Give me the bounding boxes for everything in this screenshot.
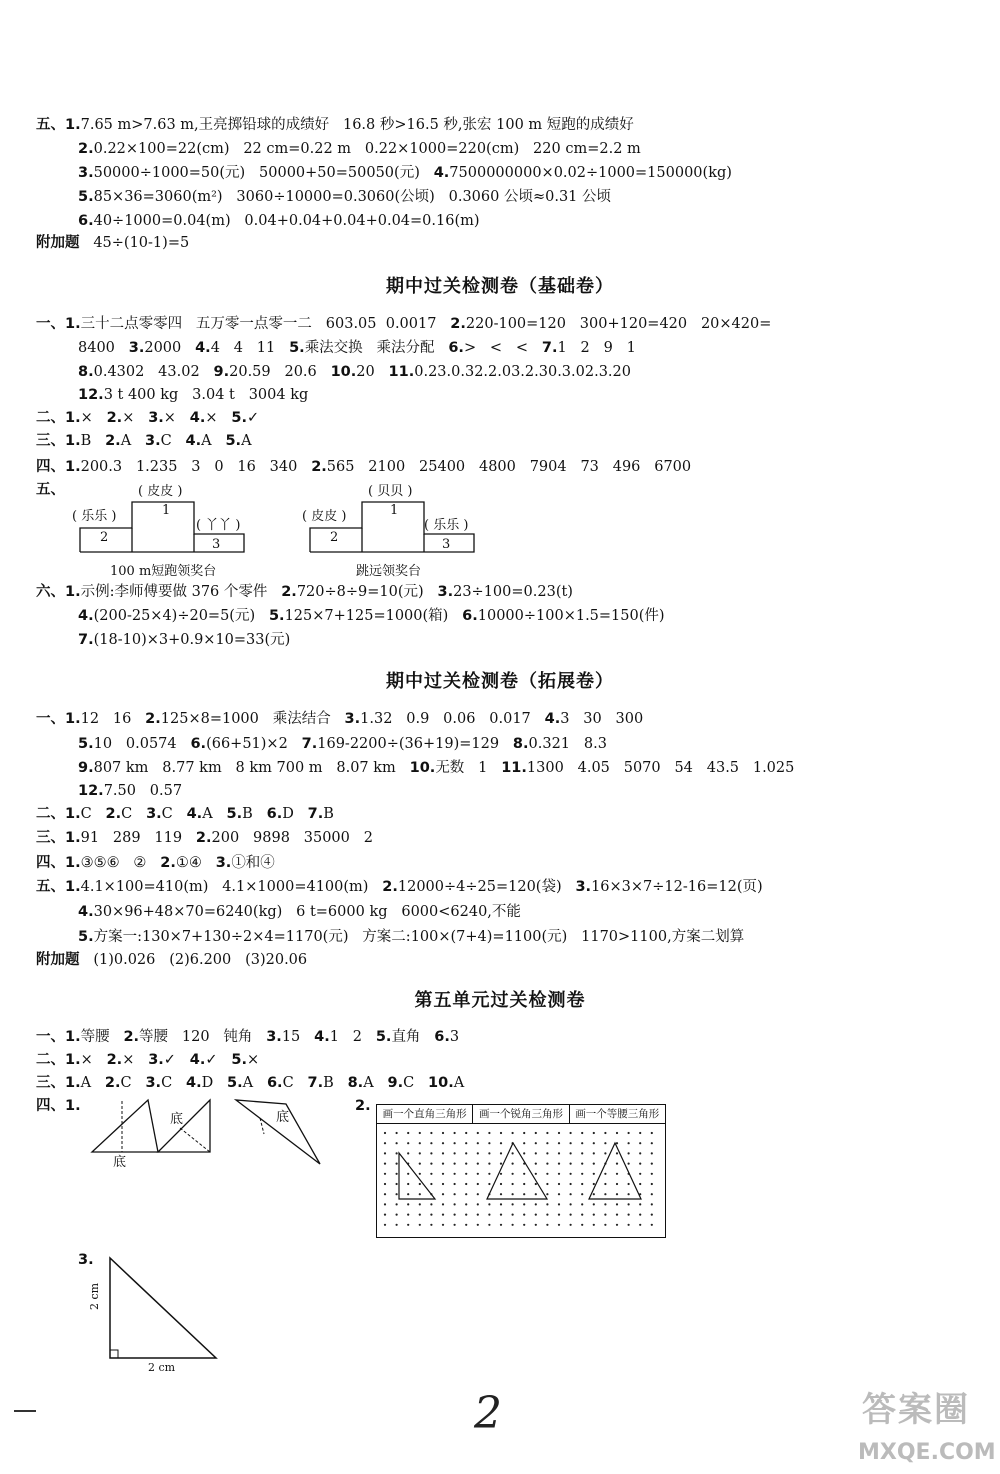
- grid-dot: [558, 1163, 560, 1165]
- grid-dot: [500, 1214, 502, 1216]
- grid-dot: [570, 1183, 572, 1185]
- grid-dot: [546, 1193, 548, 1195]
- grid-dot: [442, 1132, 444, 1134]
- grid-dot: [581, 1224, 583, 1226]
- grid-dot: [396, 1193, 398, 1195]
- grid-dot: [628, 1214, 630, 1216]
- grid-dot: [581, 1214, 583, 1216]
- grid-dot: [593, 1173, 595, 1175]
- grid-dot: [454, 1173, 456, 1175]
- grid-dot: [442, 1142, 444, 1144]
- grid-dot: [384, 1163, 386, 1165]
- grid-dot: [651, 1224, 653, 1226]
- s1-line-11: 7.(18-10)×3+0.9×10=33(元): [78, 632, 291, 648]
- grid-dot: [558, 1132, 560, 1134]
- grid-dot: [616, 1224, 618, 1226]
- s2-line-6: 三、1.91 289 119 2.200 9898 35000 2: [36, 830, 373, 846]
- s3-line-1: 一、1.等腰 2.等腰 120 钝角 3.15 4.1 2 5.直角 6.3: [36, 1029, 460, 1045]
- grid-dot: [546, 1214, 548, 1216]
- grid-dot: [628, 1152, 630, 1154]
- grid-dot: [430, 1214, 432, 1216]
- grid-dot: [604, 1214, 606, 1216]
- s1-line-2: 8400 3.2000 4.4 4 11 5.乘法交换 乘法分配 6.> < < 7.1 2 9 1: [78, 340, 636, 356]
- s2-line-1: 一、1.12 16 2.125×8=1000 乘法结合 3.1.32 0.9 0.06 0.017 4.3 30 300: [36, 711, 644, 727]
- s2-line-8: 五、1.4.1×100=410(m) 4.1×1000=4100(m) 2.12000÷4÷25=120(袋) 3.16×3×7÷12-16=12(页): [36, 879, 763, 895]
- grid-dot: [384, 1203, 386, 1205]
- header-right-triangle: 画一个直角三角形: [377, 1105, 473, 1123]
- grid-dot: [500, 1183, 502, 1185]
- s0-line-4: 5.85×36=3060(m²) 3060÷10000=0.3060(公顷) 0.3060 公顷≈0.31 公顷: [78, 189, 612, 205]
- grid-dot: [616, 1203, 618, 1205]
- s1-line-8: 五、: [36, 482, 65, 498]
- grid-dot: [384, 1152, 386, 1154]
- watermark-logo: 答案圈: [862, 1390, 970, 1430]
- grid-dot: [558, 1193, 560, 1195]
- grid-dot: [639, 1214, 641, 1216]
- grid-dot: [651, 1193, 653, 1195]
- grid-dot: [430, 1224, 432, 1226]
- grid-dot: [477, 1173, 479, 1175]
- grid-dot: [593, 1224, 595, 1226]
- grid-dot: [488, 1224, 490, 1226]
- grid-dot: [616, 1183, 618, 1185]
- grid-dot: [639, 1132, 641, 1134]
- grid-dot: [535, 1214, 537, 1216]
- grid-dot: [384, 1193, 386, 1195]
- grid-dot: [500, 1173, 502, 1175]
- grid-dot: [396, 1203, 398, 1205]
- page-number-handwritten: 2: [474, 1388, 502, 1439]
- s0-line-3: 3.50000÷1000=50(元) 50000+50=50050(元) 4.7500000000×0.02÷1000=150000(kg): [78, 165, 732, 181]
- dot-grid-box: [376, 1104, 666, 1238]
- grid-dot: [512, 1224, 514, 1226]
- grid-dot: [581, 1183, 583, 1185]
- section-title-midterm-extended: 期中过关检测卷（拓展卷）: [386, 671, 614, 692]
- s1-line-9: 六、1.示例:李师傅要做 376 个零件 2.720÷8÷9=10(元) 3.23÷100=0.23(t): [36, 584, 573, 600]
- grid-dot: [384, 1224, 386, 1226]
- grid-dot: [465, 1224, 467, 1226]
- grid-dot: [500, 1193, 502, 1195]
- grid-dot: [651, 1152, 653, 1154]
- grid-dot: [523, 1214, 525, 1216]
- grid-dot: [535, 1224, 537, 1226]
- podium-1-second: 2: [100, 530, 109, 545]
- grid-dot: [465, 1183, 467, 1185]
- grid-dot: [419, 1142, 421, 1144]
- grid-dot: [442, 1163, 444, 1165]
- grid-dot: [442, 1173, 444, 1175]
- grid-dot: [396, 1142, 398, 1144]
- grid-dot: [651, 1203, 653, 1205]
- grid-dot: [430, 1142, 432, 1144]
- grid-dot: [512, 1132, 514, 1134]
- grid-dot: [593, 1142, 595, 1144]
- grid-dot: [477, 1163, 479, 1165]
- grid-dot: [384, 1173, 386, 1175]
- grid-dot: [628, 1224, 630, 1226]
- grid-dot: [477, 1152, 479, 1154]
- s0-line-5: 6.40÷1000=0.04(m) 0.04+0.04+0.04+0.04=0.16(m): [78, 213, 480, 229]
- grid-dot: [558, 1203, 560, 1205]
- grid-dot: [454, 1224, 456, 1226]
- grid-dot: [465, 1132, 467, 1134]
- grid-dot: [512, 1183, 514, 1185]
- grid-dot: [384, 1214, 386, 1216]
- grid-dot: [512, 1203, 514, 1205]
- s2-line-5: 二、1.C 2.C 3.C 4.A 5.B 6.D 7.B: [36, 806, 334, 822]
- grid-dot: [535, 1163, 537, 1165]
- grid-dot: [628, 1132, 630, 1134]
- grid-dot: [454, 1142, 456, 1144]
- grid-dot: [500, 1142, 502, 1144]
- podium-2-right: ( 乐乐 ): [424, 518, 469, 533]
- q3-number: 3.: [78, 1252, 94, 1268]
- grid-dot: [488, 1152, 490, 1154]
- grid-dot: [570, 1193, 572, 1195]
- grid-dot: [396, 1173, 398, 1175]
- grid-dot: [651, 1173, 653, 1175]
- grid-dot: [442, 1224, 444, 1226]
- grid-dot: [512, 1152, 514, 1154]
- grid-dot: [477, 1224, 479, 1226]
- grid-dot: [396, 1163, 398, 1165]
- grid-dot: [593, 1183, 595, 1185]
- grid-dot: [454, 1163, 456, 1165]
- grid-dot: [535, 1132, 537, 1134]
- grid-dot: [523, 1173, 525, 1175]
- grid-dot: [465, 1152, 467, 1154]
- grid-dot: [396, 1132, 398, 1134]
- grid-dot: [407, 1142, 409, 1144]
- s1-line-5: 二、1.× 2.× 3.× 4.× 5.✓: [36, 410, 260, 426]
- grid-dot: [396, 1183, 398, 1185]
- grid-dot: [651, 1132, 653, 1134]
- grid-dot: [500, 1152, 502, 1154]
- grid-dot: [500, 1224, 502, 1226]
- grid-dot: [546, 1183, 548, 1185]
- grid-dot: [535, 1183, 537, 1185]
- grid-dot: [488, 1142, 490, 1144]
- grid-dot: [639, 1142, 641, 1144]
- grid-dot: [581, 1142, 583, 1144]
- s0-line-2: 2.0.22×100=22(cm) 22 cm=0.22 m 0.22×1000=220(cm) 220 cm=2.2 m: [78, 141, 641, 157]
- s2-line-2: 5.10 0.0574 6.(66+51)×2 7.169-2200÷(36+19)=129 8.0.321 8.3: [78, 736, 607, 752]
- grid-dot: [581, 1203, 583, 1205]
- grid-dot: [465, 1142, 467, 1144]
- grid-dot: [546, 1142, 548, 1144]
- grid-dot: [639, 1183, 641, 1185]
- grid-dot: [570, 1132, 572, 1134]
- podium-1-left: ( 乐乐 ): [72, 509, 117, 524]
- grid-dot: [581, 1152, 583, 1154]
- grid-dot: [488, 1163, 490, 1165]
- podium-1-first: 1: [162, 503, 171, 518]
- grid-dot: [604, 1203, 606, 1205]
- grid-dot: [558, 1152, 560, 1154]
- grid-dot: [639, 1224, 641, 1226]
- grid-dot: [465, 1163, 467, 1165]
- grid-dot: [604, 1152, 606, 1154]
- s3-line-3: 三、1.A 2.C 3.C 4.D 5.A 6.C 7.B 8.A 9.C 10.A: [36, 1075, 465, 1091]
- grid-dot: [419, 1183, 421, 1185]
- grid-dot: [477, 1203, 479, 1205]
- grid-dot: [384, 1142, 386, 1144]
- base-label-1: 底: [113, 1155, 127, 1170]
- grid-dot: [628, 1193, 630, 1195]
- grid-dot: [396, 1152, 398, 1154]
- right-triangle-q3: [100, 1248, 230, 1364]
- grid-dot: [442, 1193, 444, 1195]
- grid-dot: [477, 1142, 479, 1144]
- s2-line-9: 4.30×96+48×70=6240(kg) 6 t=6000 kg 6000<6240,不能: [78, 904, 521, 920]
- footer-dash: [14, 1410, 36, 1412]
- grid-dot: [651, 1214, 653, 1216]
- grid-dot: [442, 1183, 444, 1185]
- grid-dot: [628, 1163, 630, 1165]
- podium-2-first: 1: [390, 503, 399, 518]
- grid-dot: [430, 1203, 432, 1205]
- grid-dot: [651, 1163, 653, 1165]
- s2-line-4: 12.7.50 0.57: [78, 783, 183, 799]
- grid-dot: [523, 1183, 525, 1185]
- grid-dot: [581, 1132, 583, 1134]
- grid-dot: [616, 1193, 618, 1195]
- grid-dot: [407, 1152, 409, 1154]
- grid-dot: [546, 1224, 548, 1226]
- grid-dot: [581, 1193, 583, 1195]
- s1-line-3: 8.0.4302 43.02 9.20.59 20.6 10.20 11.0.23.0.32.2.03.2.30.3.02.3.20: [78, 364, 631, 380]
- grid-dot: [616, 1173, 618, 1175]
- grid-dot: [512, 1193, 514, 1195]
- dot-grid: [377, 1127, 665, 1235]
- grid-dot: [593, 1203, 595, 1205]
- podium-2-left: ( 皮皮 ): [302, 509, 347, 524]
- podium-1-right: ( 丫丫 ): [196, 518, 241, 533]
- podium-2-top: ( 贝贝 ): [368, 484, 413, 499]
- grid-dot: [477, 1193, 479, 1195]
- grid-dot: [419, 1173, 421, 1175]
- grid-dot: [430, 1173, 432, 1175]
- grid-dot: [581, 1163, 583, 1165]
- header-acute-triangle: 画一个锐角三角形: [473, 1105, 569, 1123]
- grid-dot: [546, 1203, 548, 1205]
- q2-number: 2.: [355, 1098, 371, 1114]
- grid-dot: [430, 1183, 432, 1185]
- grid-dot: [535, 1173, 537, 1175]
- s0-line-1: 五、1.7.65 m>7.63 m,王亮掷铅球的成绩好 16.8 秒>16.5 秒,张宏 100 m 短跑的成绩好: [36, 117, 634, 133]
- grid-dot: [442, 1214, 444, 1216]
- grid-dot: [430, 1152, 432, 1154]
- watermark-url: MXQE.COM: [858, 1440, 996, 1465]
- grid-dot: [477, 1132, 479, 1134]
- grid-dot: [523, 1132, 525, 1134]
- s1-line-6: 三、1.B 2.A 3.C 4.A 5.A: [36, 433, 252, 449]
- s2-line-3: 9.807 km 8.77 km 8 km 700 m 8.07 km 10.无数 1 11.1300 4.05 5070 54 43.5 1.025: [78, 760, 795, 776]
- grid-dot: [407, 1183, 409, 1185]
- grid-dot: [465, 1203, 467, 1205]
- grid-dot: [454, 1214, 456, 1216]
- grid-dot: [581, 1173, 583, 1175]
- grid-dot: [593, 1152, 595, 1154]
- grid-dot: [430, 1132, 432, 1134]
- grid-dot: [419, 1163, 421, 1165]
- grid-dot: [604, 1142, 606, 1144]
- grid-dot: [651, 1142, 653, 1144]
- s1-line-7: 四、1.200.3 1.235 3 0 16 340 2.565 2100 25400 4800 7904 73 496 6700: [36, 459, 692, 475]
- grid-dot: [616, 1132, 618, 1134]
- grid-dot: [523, 1152, 525, 1154]
- grid-dot: [407, 1214, 409, 1216]
- grid-dot: [512, 1163, 514, 1165]
- grid-dot: [639, 1152, 641, 1154]
- grid-dot: [570, 1214, 572, 1216]
- grid-dot: [488, 1214, 490, 1216]
- grid-dot: [488, 1132, 490, 1134]
- section-title-unit-five: 第五单元过关检测卷: [414, 990, 586, 1011]
- s2-line-11: 附加题 (1)0.026 (2)6.200 (3)20.06: [36, 952, 308, 968]
- section-title-midterm-basic: 期中过关检测卷（基础卷）: [386, 276, 614, 297]
- grid-dot: [628, 1203, 630, 1205]
- grid-dot: [639, 1173, 641, 1175]
- grid-dot: [465, 1214, 467, 1216]
- grid-dot: [454, 1193, 456, 1195]
- grid-dot: [419, 1152, 421, 1154]
- grid-dot: [616, 1214, 618, 1216]
- grid-dot: [419, 1224, 421, 1226]
- grid-dot: [407, 1173, 409, 1175]
- grid-dot: [512, 1214, 514, 1216]
- s3-line-2: 二、1.× 2.× 3.✓ 4.✓ 5.×: [36, 1052, 260, 1068]
- grid-dot: [454, 1152, 456, 1154]
- grid-dot: [407, 1224, 409, 1226]
- s1-line-1: 一、1.三十二点零零四 五万零一点零一二 603.05 0.0017 2.220-100=120 300+120=420 20×420=: [36, 316, 772, 332]
- grid-dot: [407, 1193, 409, 1195]
- grid-dot: [454, 1203, 456, 1205]
- grid-dot: [442, 1203, 444, 1205]
- podium-1-third: 3: [212, 537, 221, 552]
- grid-dot: [651, 1183, 653, 1185]
- grid-dot: [454, 1132, 456, 1134]
- grid-dot: [407, 1132, 409, 1134]
- s0-line-6: 附加题 45÷(10-1)=5: [36, 235, 190, 251]
- grid-dot: [546, 1163, 548, 1165]
- grid-dot: [604, 1193, 606, 1195]
- s2-line-7: 四、1.③⑤⑥ ② 2.①④ 3.①和④: [36, 855, 275, 871]
- grid-dot: [488, 1173, 490, 1175]
- grid-dot: [616, 1163, 618, 1165]
- grid-dot: [604, 1224, 606, 1226]
- grid-dot: [593, 1132, 595, 1134]
- grid-dot: [419, 1214, 421, 1216]
- q3-bottom-label: 2 cm: [148, 1361, 176, 1374]
- grid-dot: [535, 1152, 537, 1154]
- grid-dot: [384, 1183, 386, 1185]
- grid-dot: [570, 1152, 572, 1154]
- grid-dot: [546, 1173, 548, 1175]
- grid-dot: [454, 1183, 456, 1185]
- grid-dot: [523, 1193, 525, 1195]
- dot-grid-header: [377, 1105, 665, 1124]
- grid-dot: [442, 1152, 444, 1154]
- grid-dot: [570, 1163, 572, 1165]
- s3-line-4: 四、1.: [36, 1098, 81, 1114]
- grid-dot: [477, 1183, 479, 1185]
- grid-dot: [604, 1132, 606, 1134]
- grid-dot: [465, 1173, 467, 1175]
- grid-dot: [570, 1142, 572, 1144]
- grid-dot: [535, 1203, 537, 1205]
- grid-dot: [430, 1163, 432, 1165]
- grid-dot: [523, 1142, 525, 1144]
- podium-2-second: 2: [330, 530, 339, 545]
- grid-dot: [488, 1203, 490, 1205]
- grid-dot: [604, 1183, 606, 1185]
- header-isosceles-triangle: 画一个等腰三角形: [575, 1108, 660, 1120]
- grid-dot: [639, 1203, 641, 1205]
- grid-dot: [535, 1193, 537, 1195]
- grid-dot: [535, 1142, 537, 1144]
- grid-dot: [546, 1152, 548, 1154]
- s1-line-10: 4.(200-25×4)÷20=5(元) 5.125×7+125=1000(箱) 6.10000÷100×1.5=150(件): [78, 608, 665, 624]
- grid-dot: [570, 1224, 572, 1226]
- grid-dot: [477, 1214, 479, 1216]
- grid-dot: [628, 1183, 630, 1185]
- grid-dot: [500, 1203, 502, 1205]
- grid-dot: [558, 1214, 560, 1216]
- grid-dot: [616, 1152, 618, 1154]
- s1-line-4: 12.3 t 400 kg 3.04 t 3004 kg: [78, 387, 309, 403]
- grid-dot: [604, 1173, 606, 1175]
- grid-dot: [558, 1224, 560, 1226]
- grid-dot: [419, 1193, 421, 1195]
- grid-dot: [488, 1183, 490, 1185]
- grid-dot: [419, 1132, 421, 1134]
- grid-dot: [546, 1132, 548, 1134]
- grid-dot: [593, 1214, 595, 1216]
- s2-line-10: 5.方案一:130×7+130÷2×4=1170(元) 方案二:100×(7+4)=1100(元) 1170>1100,方案二划算: [78, 929, 745, 945]
- grid-dot: [570, 1173, 572, 1175]
- grid-dot: [616, 1142, 618, 1144]
- grid-dot: [639, 1163, 641, 1165]
- grid-dot: [558, 1183, 560, 1185]
- grid-dot: [407, 1203, 409, 1205]
- grid-dot: [593, 1163, 595, 1165]
- grid-dot: [523, 1203, 525, 1205]
- q3-side-label: 2 cm: [88, 1282, 101, 1310]
- grid-dot: [396, 1214, 398, 1216]
- podium-2-third: 3: [442, 537, 451, 552]
- grid-dot: [384, 1132, 386, 1134]
- grid-dot: [570, 1203, 572, 1205]
- grid-dot: [500, 1132, 502, 1134]
- grid-dot: [628, 1142, 630, 1144]
- podium-1-caption: 100 m短跑领奖台: [110, 564, 217, 579]
- grid-dot: [465, 1193, 467, 1195]
- grid-dot: [523, 1224, 525, 1226]
- podium-2-caption: 跳远领奖台: [356, 564, 422, 579]
- grid-dot: [558, 1173, 560, 1175]
- grid-dot: [500, 1163, 502, 1165]
- grid-dot: [512, 1173, 514, 1175]
- grid-dot: [593, 1193, 595, 1195]
- grid-dot: [419, 1203, 421, 1205]
- base-label-3: 底: [276, 1110, 290, 1125]
- podium-1-top: ( 皮皮 ): [138, 484, 183, 499]
- grid-dot: [558, 1142, 560, 1144]
- base-label-2: 底: [170, 1112, 184, 1127]
- grid-dot: [396, 1224, 398, 1226]
